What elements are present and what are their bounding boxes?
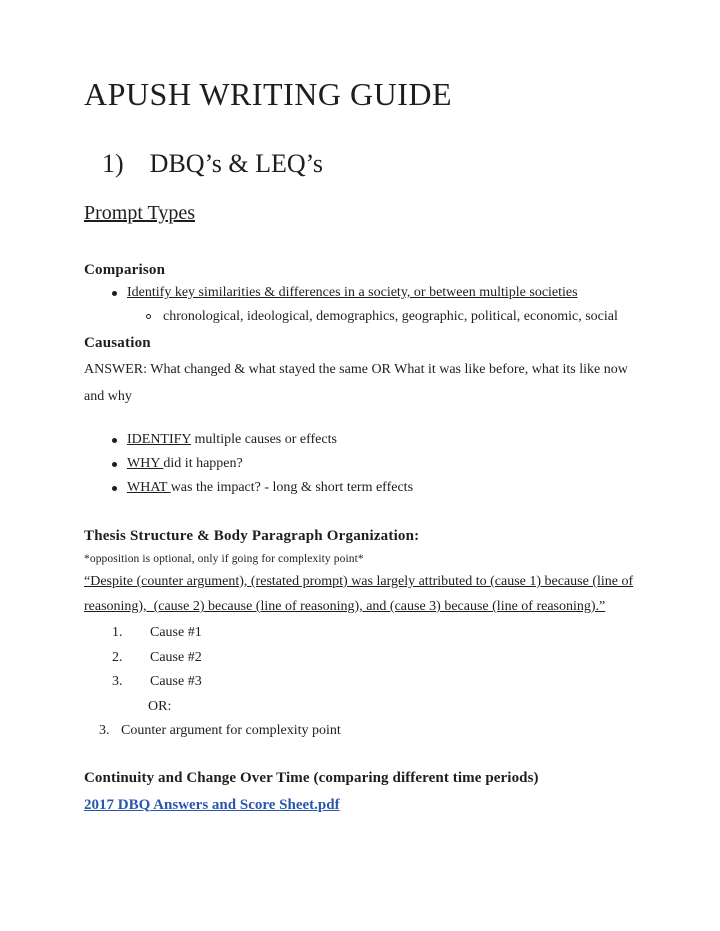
- causation-bullet-item: [84, 428, 684, 452]
- list-number: 3.: [112, 674, 123, 689]
- list-item-text: Cause #3: [150, 674, 202, 689]
- ccot-heading: Continuity and Change Over Time (comparing different time periods): [84, 769, 539, 786]
- thesis-template-line-1: “Despite (counter argument), (restated prompt) was largely attributed to (cause 1) because (line of: [84, 574, 634, 589]
- bullet-marker: [112, 281, 127, 296]
- thesis-note: *opposition is optional, only if going for complexity point*: [84, 553, 364, 565]
- thesis-numbered-list: [84, 621, 684, 744]
- list-item-text: Cause #2: [150, 649, 202, 665]
- page-title: APUSH WRITING GUIDE: [84, 76, 452, 112]
- bullet-rest: did it happen?: [163, 456, 243, 471]
- thesis-template-sentence: [84, 569, 684, 619]
- prompt-types-heading: Prompt Types: [84, 202, 196, 224]
- section-heading-text: DBQ’s & LEQ’s: [149, 149, 324, 178]
- bullet-marker: [112, 476, 127, 491]
- answer-line-1: ANSWER: What changed & what stayed the same OR What it was like before, what its like now: [84, 362, 628, 377]
- pdf-link[interactable]: 2017 DBQ Answers and Score Sheet.pdf: [84, 796, 340, 813]
- list-item: [84, 670, 684, 695]
- causation-bullet-text: [127, 428, 337, 452]
- bullet-keyword: WHY: [127, 456, 164, 471]
- causation-bullet-item: [84, 476, 684, 500]
- list-item: [84, 621, 684, 646]
- list-item: [84, 646, 684, 671]
- list-number: 3.: [99, 723, 110, 738]
- list-number: 1.: [112, 625, 123, 640]
- causation-bullet-text: [127, 452, 243, 476]
- comparison-heading: Comparison: [84, 262, 166, 278]
- list-item-counter-argument: [84, 719, 684, 744]
- causation-bullet-text: [127, 476, 413, 500]
- thesis-template-line-2: reasoning), (cause 2) because (line of reasoning), and (cause 3) because (line of reasoning).”: [84, 599, 606, 614]
- list-item-text: Counter argument for complexity point: [121, 723, 341, 738]
- answer-line-2: and why: [84, 389, 132, 404]
- comparison-sub-bullet-item: [84, 305, 684, 329]
- thesis-heading: Thesis Structure & Body Paragraph Organization:: [84, 528, 420, 544]
- list-item-text: Cause #1: [150, 625, 202, 640]
- or-label: OR:: [148, 698, 172, 714]
- section-heading-number: 1): [102, 149, 124, 178]
- bullet-keyword: IDENTIFY: [127, 432, 192, 447]
- bullet-rest: was the impact? - long & short term effects: [170, 480, 414, 495]
- comparison-bullet-text: Identify key similarities & differences in a society, or between multiple societies: [127, 285, 578, 300]
- circle-marker: [146, 305, 163, 319]
- bullet-rest: multiple causes or effects: [191, 432, 337, 447]
- causation-heading: Causation: [84, 335, 151, 351]
- comparison-bullet-item: [84, 281, 684, 305]
- section-heading: [84, 148, 684, 180]
- bullet-marker: [112, 452, 127, 467]
- list-number: 2.: [112, 649, 123, 665]
- causation-bullet-list: [84, 428, 684, 500]
- or-divider: [84, 695, 684, 720]
- causation-answer-paragraph: [84, 356, 684, 410]
- bullet-keyword: WHAT: [127, 480, 171, 495]
- causation-bullet-item: [84, 452, 684, 476]
- comparison-sub-bullet-text: chronological, ideological, demographics, geographic, political, economic, social: [163, 309, 618, 324]
- bullet-marker: [112, 428, 127, 443]
